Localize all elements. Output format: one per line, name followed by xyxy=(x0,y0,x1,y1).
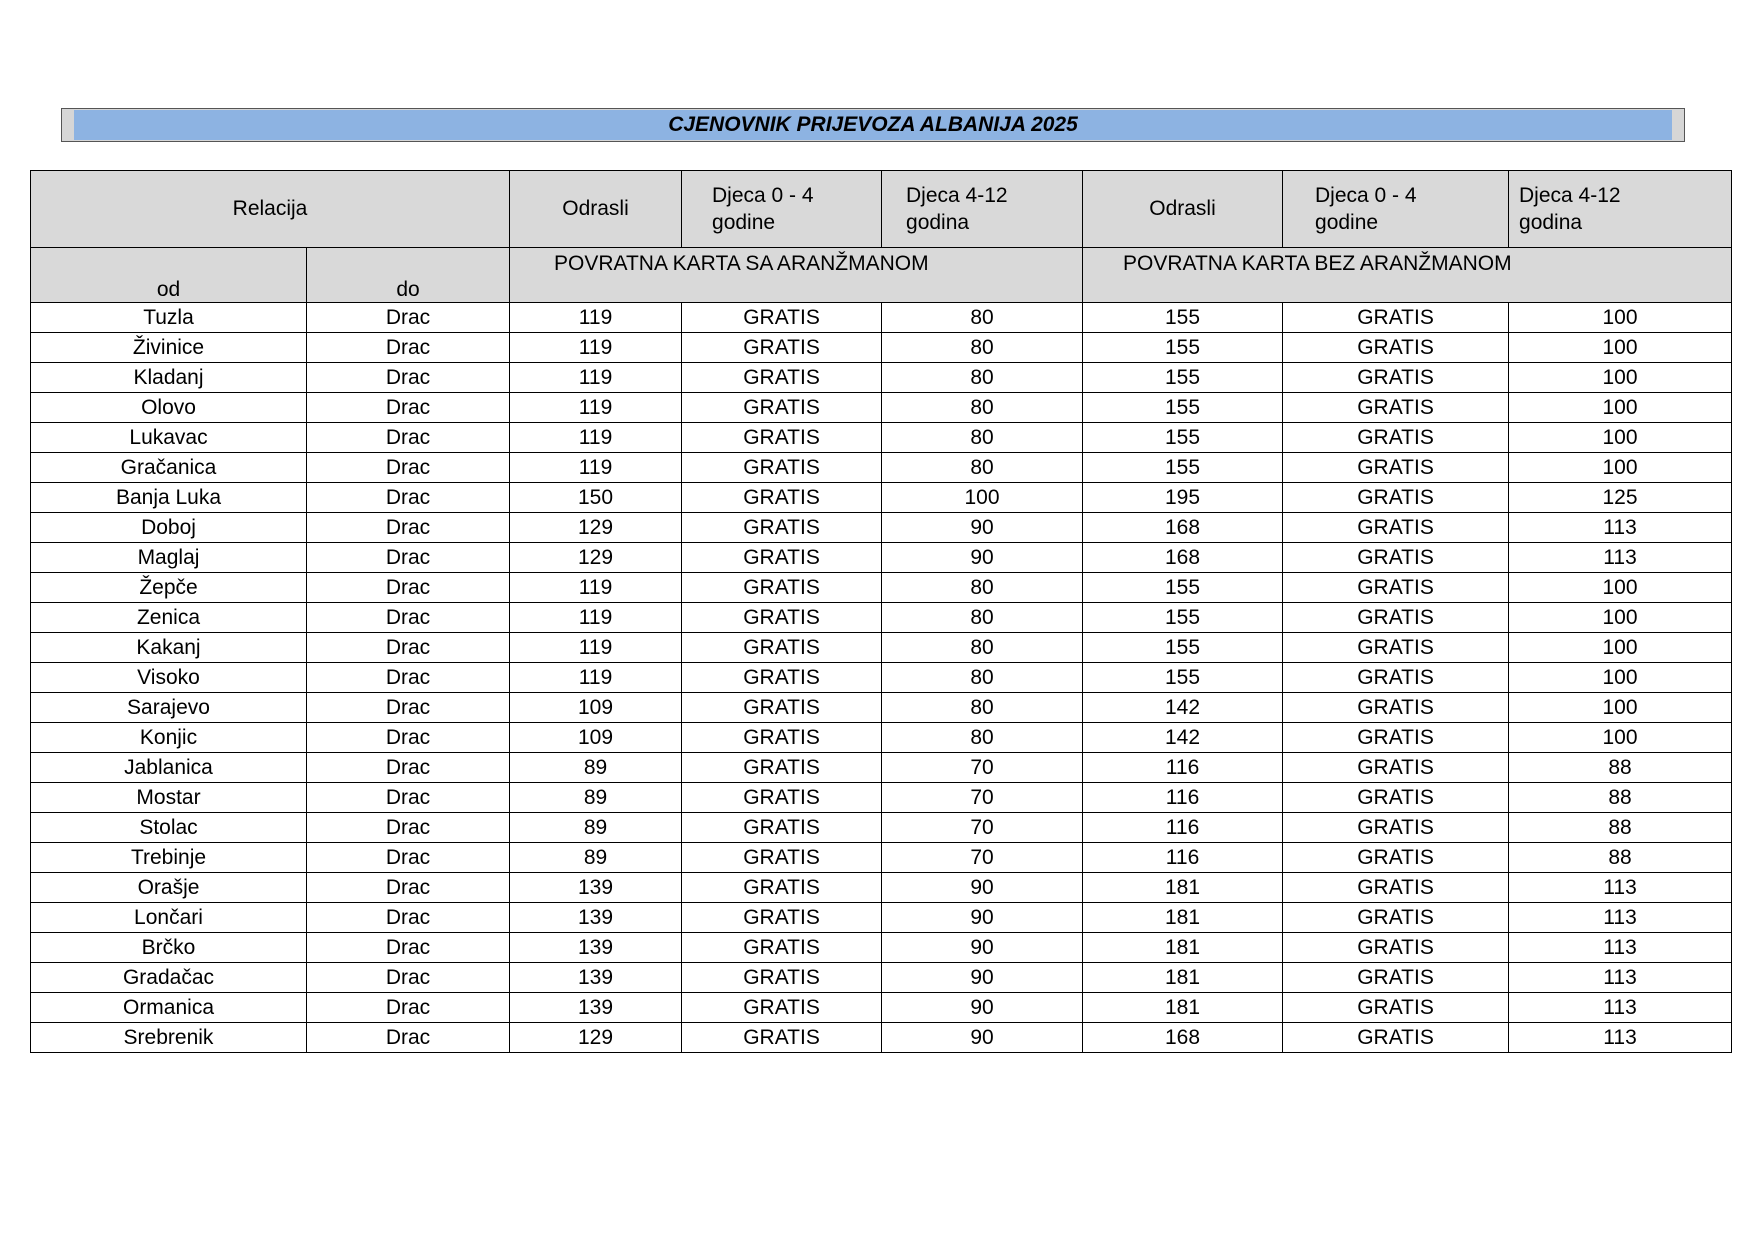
child-4-12-price-without: 113 xyxy=(1509,993,1732,1023)
child-4-12-price-without: 125 xyxy=(1509,483,1732,513)
table-row xyxy=(31,993,1732,1023)
child-0-4-price-without: GRATIS xyxy=(1283,633,1509,663)
adult-price-with: 150 xyxy=(510,483,682,513)
adult-price-with: 119 xyxy=(510,303,682,333)
child-0-4-price-without: GRATIS xyxy=(1283,543,1509,573)
adult-price-without: 181 xyxy=(1083,873,1283,903)
adult-price-with: 139 xyxy=(510,933,682,963)
from-city: Gračanica xyxy=(31,453,307,483)
adult-price-without: 116 xyxy=(1083,843,1283,873)
adult-price-without: 155 xyxy=(1083,603,1283,633)
table-row xyxy=(31,813,1732,843)
title-bar xyxy=(61,108,1685,142)
from-city: Mostar xyxy=(31,783,307,813)
child-0-4-price-with: GRATIS xyxy=(682,363,882,393)
child-0-4-price-with: GRATIS xyxy=(682,603,882,633)
child-4-12-price-without: 113 xyxy=(1509,903,1732,933)
child-0-4-price-with: GRATIS xyxy=(682,453,882,483)
header-adults-without: Odrasli xyxy=(1083,171,1283,248)
child-4-12-price-with: 100 xyxy=(882,483,1083,513)
child-4-12-price-with: 90 xyxy=(882,933,1083,963)
header-od: od xyxy=(31,248,307,303)
header-children-4-12-without: Djeca 4-12 godina xyxy=(1509,171,1732,248)
child-0-4-price-without: GRATIS xyxy=(1283,573,1509,603)
child-0-4-price-without: GRATIS xyxy=(1283,483,1509,513)
adult-price-with: 119 xyxy=(510,333,682,363)
adult-price-without: 142 xyxy=(1083,723,1283,753)
table-row xyxy=(31,363,1732,393)
child-4-12-price-with: 80 xyxy=(882,303,1083,333)
child-0-4-price-without: GRATIS xyxy=(1283,813,1509,843)
child-0-4-price-with: GRATIS xyxy=(682,933,882,963)
to-city: Drac xyxy=(307,1023,510,1053)
from-city: Srebrenik xyxy=(31,1023,307,1053)
adult-price-without: 181 xyxy=(1083,963,1283,993)
child-4-12-price-with: 80 xyxy=(882,693,1083,723)
child-4-12-price-without: 100 xyxy=(1509,723,1732,753)
child-0-4-price-without: GRATIS xyxy=(1283,393,1509,423)
adult-price-with: 89 xyxy=(510,813,682,843)
adult-price-without: 168 xyxy=(1083,543,1283,573)
adult-price-without: 116 xyxy=(1083,753,1283,783)
adult-price-without: 155 xyxy=(1083,423,1283,453)
from-city: Brčko xyxy=(31,933,307,963)
header-relacija: Relacija xyxy=(31,171,510,248)
header-row-columns xyxy=(31,171,1732,248)
child-4-12-price-with: 80 xyxy=(882,573,1083,603)
child-4-12-price-with: 90 xyxy=(882,993,1083,1023)
adult-price-with: 139 xyxy=(510,963,682,993)
child-4-12-price-with: 80 xyxy=(882,453,1083,483)
child-4-12-price-without: 88 xyxy=(1509,753,1732,783)
adult-price-without: 155 xyxy=(1083,303,1283,333)
adult-price-with: 139 xyxy=(510,873,682,903)
child-0-4-price-with: GRATIS xyxy=(682,513,882,543)
child-4-12-price-with: 70 xyxy=(882,783,1083,813)
to-city: Drac xyxy=(307,633,510,663)
from-city: Zenica xyxy=(31,603,307,633)
child-4-12-price-without: 113 xyxy=(1509,543,1732,573)
to-city: Drac xyxy=(307,603,510,633)
child-0-4-price-without: GRATIS xyxy=(1283,333,1509,363)
child-4-12-price-with: 80 xyxy=(882,723,1083,753)
child-0-4-price-with: GRATIS xyxy=(682,963,882,993)
to-city: Drac xyxy=(307,543,510,573)
from-city: Olovo xyxy=(31,393,307,423)
child-4-12-price-with: 80 xyxy=(882,363,1083,393)
from-city: Kladanj xyxy=(31,363,307,393)
to-city: Drac xyxy=(307,783,510,813)
child-0-4-price-with: GRATIS xyxy=(682,483,882,513)
from-city: Tuzla xyxy=(31,303,307,333)
child-0-4-price-with: GRATIS xyxy=(682,393,882,423)
to-city: Drac xyxy=(307,483,510,513)
to-city: Drac xyxy=(307,333,510,363)
price-rows xyxy=(31,303,1732,1053)
table-row xyxy=(31,573,1732,603)
child-4-12-price-with: 90 xyxy=(882,963,1083,993)
header-group-with-arrangement: POVRATNA KARTA SA ARANŽMANOM xyxy=(510,248,1083,303)
from-city: Lončari xyxy=(31,903,307,933)
to-city: Drac xyxy=(307,693,510,723)
from-city: Jablanica xyxy=(31,753,307,783)
header-row-groups xyxy=(31,248,1732,303)
child-4-12-price-without: 100 xyxy=(1509,573,1732,603)
adult-price-without: 155 xyxy=(1083,453,1283,483)
table-row xyxy=(31,393,1732,423)
child-0-4-price-without: GRATIS xyxy=(1283,963,1509,993)
child-0-4-price-with: GRATIS xyxy=(682,843,882,873)
table-row xyxy=(31,513,1732,543)
from-city: Visoko xyxy=(31,663,307,693)
adult-price-without: 155 xyxy=(1083,333,1283,363)
to-city: Drac xyxy=(307,663,510,693)
to-city: Drac xyxy=(307,363,510,393)
adult-price-with: 119 xyxy=(510,573,682,603)
adult-price-without: 155 xyxy=(1083,393,1283,423)
child-0-4-price-with: GRATIS xyxy=(682,753,882,783)
table-row xyxy=(31,723,1732,753)
child-0-4-price-with: GRATIS xyxy=(682,783,882,813)
adult-price-with: 109 xyxy=(510,693,682,723)
table-row xyxy=(31,543,1732,573)
child-0-4-price-with: GRATIS xyxy=(682,423,882,453)
header-do: do xyxy=(307,248,510,303)
to-city: Drac xyxy=(307,303,510,333)
adult-price-with: 129 xyxy=(510,513,682,543)
child-4-12-price-without: 113 xyxy=(1509,1023,1732,1053)
adult-price-with: 129 xyxy=(510,1023,682,1053)
table-row xyxy=(31,693,1732,723)
header-children-4-12-with: Djeca 4-12 godina xyxy=(882,171,1083,248)
table-row xyxy=(31,963,1732,993)
adult-price-without: 155 xyxy=(1083,363,1283,393)
adult-price-without: 195 xyxy=(1083,483,1283,513)
to-city: Drac xyxy=(307,453,510,483)
header-group-without-arrangement: POVRATNA KARTA BEZ ARANŽMANOM xyxy=(1083,248,1732,303)
child-0-4-price-without: GRATIS xyxy=(1283,933,1509,963)
to-city: Drac xyxy=(307,843,510,873)
child-4-12-price-with: 80 xyxy=(882,333,1083,363)
from-city: Orašje xyxy=(31,873,307,903)
to-city: Drac xyxy=(307,573,510,603)
child-0-4-price-without: GRATIS xyxy=(1283,993,1509,1023)
child-4-12-price-without: 100 xyxy=(1509,633,1732,663)
child-4-12-price-without: 100 xyxy=(1509,423,1732,453)
from-city: Banja Luka xyxy=(31,483,307,513)
child-4-12-price-without: 88 xyxy=(1509,843,1732,873)
adult-price-with: 119 xyxy=(510,603,682,633)
to-city: Drac xyxy=(307,933,510,963)
adult-price-with: 119 xyxy=(510,363,682,393)
child-0-4-price-without: GRATIS xyxy=(1283,663,1509,693)
adult-price-with: 129 xyxy=(510,543,682,573)
child-4-12-price-with: 80 xyxy=(882,603,1083,633)
adult-price-with: 139 xyxy=(510,903,682,933)
to-city: Drac xyxy=(307,753,510,783)
table-row xyxy=(31,843,1732,873)
adult-price-with: 119 xyxy=(510,453,682,483)
adult-price-without: 168 xyxy=(1083,513,1283,543)
child-0-4-price-without: GRATIS xyxy=(1283,513,1509,543)
adult-price-with: 119 xyxy=(510,393,682,423)
child-4-12-price-with: 90 xyxy=(882,1023,1083,1053)
child-4-12-price-without: 100 xyxy=(1509,453,1732,483)
table-row xyxy=(31,783,1732,813)
adult-price-with: 119 xyxy=(510,423,682,453)
child-4-12-price-without: 88 xyxy=(1509,783,1732,813)
table-row xyxy=(31,333,1732,363)
adult-price-without: 181 xyxy=(1083,933,1283,963)
child-4-12-price-with: 90 xyxy=(882,903,1083,933)
adult-price-with: 89 xyxy=(510,783,682,813)
adult-price-without: 142 xyxy=(1083,693,1283,723)
child-0-4-price-without: GRATIS xyxy=(1283,903,1509,933)
from-city: Lukavac xyxy=(31,423,307,453)
child-0-4-price-without: GRATIS xyxy=(1283,303,1509,333)
from-city: Žepče xyxy=(31,573,307,603)
from-city: Živinice xyxy=(31,333,307,363)
child-4-12-price-with: 70 xyxy=(882,753,1083,783)
child-0-4-price-with: GRATIS xyxy=(682,813,882,843)
to-city: Drac xyxy=(307,813,510,843)
from-city: Doboj xyxy=(31,513,307,543)
child-4-12-price-with: 80 xyxy=(882,633,1083,663)
child-0-4-price-with: GRATIS xyxy=(682,693,882,723)
table-row xyxy=(31,453,1732,483)
header-children-0-4-without: Djeca 0 - 4 godine xyxy=(1283,171,1509,248)
price-table xyxy=(30,170,1732,1053)
table-row xyxy=(31,933,1732,963)
adult-price-without: 181 xyxy=(1083,903,1283,933)
from-city: Gradačac xyxy=(31,963,307,993)
child-4-12-price-with: 90 xyxy=(882,543,1083,573)
adult-price-without: 168 xyxy=(1083,1023,1283,1053)
from-city: Maglaj xyxy=(31,543,307,573)
child-4-12-price-with: 80 xyxy=(882,423,1083,453)
page-title: CJENOVNIK PRIJEVOZA ALBANIJA 2025 xyxy=(74,110,1672,140)
from-city: Kakanj xyxy=(31,633,307,663)
to-city: Drac xyxy=(307,723,510,753)
child-4-12-price-with: 80 xyxy=(882,393,1083,423)
child-4-12-price-without: 113 xyxy=(1509,933,1732,963)
to-city: Drac xyxy=(307,423,510,453)
child-4-12-price-without: 113 xyxy=(1509,963,1732,993)
child-4-12-price-with: 80 xyxy=(882,663,1083,693)
child-0-4-price-without: GRATIS xyxy=(1283,453,1509,483)
child-4-12-price-without: 100 xyxy=(1509,603,1732,633)
header-adults-with: Odrasli xyxy=(510,171,682,248)
child-0-4-price-without: GRATIS xyxy=(1283,693,1509,723)
child-4-12-price-with: 70 xyxy=(882,843,1083,873)
table-row xyxy=(31,1023,1732,1053)
child-0-4-price-without: GRATIS xyxy=(1283,603,1509,633)
table-row xyxy=(31,303,1732,333)
adult-price-without: 181 xyxy=(1083,993,1283,1023)
to-city: Drac xyxy=(307,513,510,543)
child-4-12-price-without: 100 xyxy=(1509,693,1732,723)
to-city: Drac xyxy=(307,963,510,993)
adult-price-with: 89 xyxy=(510,753,682,783)
child-4-12-price-without: 113 xyxy=(1509,873,1732,903)
child-4-12-price-without: 100 xyxy=(1509,303,1732,333)
from-city: Trebinje xyxy=(31,843,307,873)
adult-price-with: 119 xyxy=(510,633,682,663)
child-0-4-price-without: GRATIS xyxy=(1283,873,1509,903)
table-row xyxy=(31,753,1732,783)
to-city: Drac xyxy=(307,903,510,933)
from-city: Stolac xyxy=(31,813,307,843)
child-4-12-price-without: 88 xyxy=(1509,813,1732,843)
child-0-4-price-with: GRATIS xyxy=(682,903,882,933)
child-0-4-price-with: GRATIS xyxy=(682,303,882,333)
child-0-4-price-with: GRATIS xyxy=(682,1023,882,1053)
adult-price-without: 116 xyxy=(1083,813,1283,843)
child-4-12-price-with: 90 xyxy=(882,513,1083,543)
child-4-12-price-without: 100 xyxy=(1509,663,1732,693)
adult-price-without: 155 xyxy=(1083,573,1283,603)
child-4-12-price-without: 100 xyxy=(1509,393,1732,423)
from-city: Ormanica xyxy=(31,993,307,1023)
table-row xyxy=(31,633,1732,663)
table-row xyxy=(31,423,1732,453)
adult-price-without: 155 xyxy=(1083,663,1283,693)
from-city: Sarajevo xyxy=(31,693,307,723)
adult-price-with: 119 xyxy=(510,663,682,693)
child-0-4-price-without: GRATIS xyxy=(1283,843,1509,873)
adult-price-with: 109 xyxy=(510,723,682,753)
header-children-0-4-with: Djeca 0 - 4 godine xyxy=(682,171,882,248)
child-0-4-price-without: GRATIS xyxy=(1283,783,1509,813)
child-0-4-price-with: GRATIS xyxy=(682,873,882,903)
child-4-12-price-without: 100 xyxy=(1509,333,1732,363)
child-0-4-price-without: GRATIS xyxy=(1283,753,1509,783)
table-row xyxy=(31,903,1732,933)
adult-price-with: 89 xyxy=(510,843,682,873)
adult-price-without: 116 xyxy=(1083,783,1283,813)
from-city: Konjic xyxy=(31,723,307,753)
child-0-4-price-with: GRATIS xyxy=(682,573,882,603)
to-city: Drac xyxy=(307,993,510,1023)
to-city: Drac xyxy=(307,393,510,423)
child-4-12-price-without: 100 xyxy=(1509,363,1732,393)
child-0-4-price-without: GRATIS xyxy=(1283,423,1509,453)
child-0-4-price-without: GRATIS xyxy=(1283,1023,1509,1053)
table-row xyxy=(31,873,1732,903)
adult-price-with: 139 xyxy=(510,993,682,1023)
child-0-4-price-with: GRATIS xyxy=(682,663,882,693)
child-0-4-price-with: GRATIS xyxy=(682,543,882,573)
child-0-4-price-without: GRATIS xyxy=(1283,723,1509,753)
child-0-4-price-with: GRATIS xyxy=(682,633,882,663)
child-0-4-price-with: GRATIS xyxy=(682,723,882,753)
table-row xyxy=(31,663,1732,693)
child-4-12-price-with: 70 xyxy=(882,813,1083,843)
adult-price-without: 155 xyxy=(1083,633,1283,663)
to-city: Drac xyxy=(307,873,510,903)
child-0-4-price-with: GRATIS xyxy=(682,993,882,1023)
table-row xyxy=(31,603,1732,633)
table-row xyxy=(31,483,1732,513)
child-4-12-price-without: 113 xyxy=(1509,513,1732,543)
child-0-4-price-with: GRATIS xyxy=(682,333,882,363)
child-0-4-price-without: GRATIS xyxy=(1283,363,1509,393)
child-4-12-price-with: 90 xyxy=(882,873,1083,903)
